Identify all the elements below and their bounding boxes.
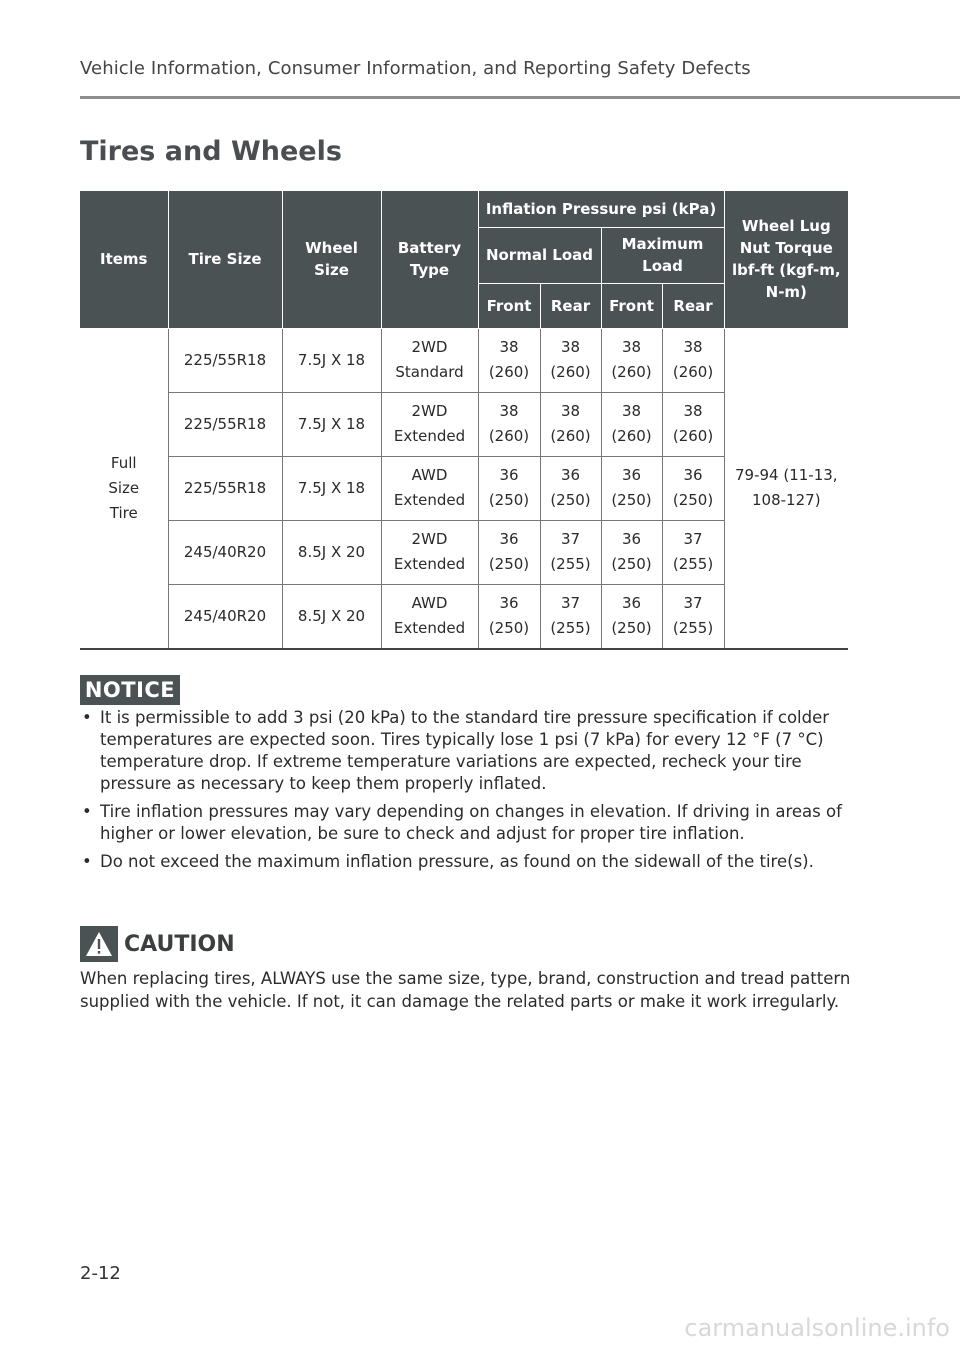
maximum-front-cell: 36 (250) <box>601 520 662 584</box>
tire-size-cell: 225/55R18 <box>168 456 282 520</box>
header-inflation-pressure: Inflation Pressure psi (kPa) <box>478 191 724 227</box>
header-normal-load: Normal Load <box>478 227 601 283</box>
normal-rear-cell: 38 (260) <box>540 328 601 392</box>
tire-size-cell: 245/40R20 <box>168 520 282 584</box>
header-maximum-rear: Rear <box>662 283 724 328</box>
wheel-size-cell: 7.5J X 18 <box>282 456 381 520</box>
caution-text: When replacing tires, ALWAYS use the same size, type, brand, construction and tread pattern supplied with the vehicle. If not, it can damage the related parts or make it work irregularly. <box>80 969 851 1011</box>
caution-heading <box>80 926 235 962</box>
maximum-front-cell: 38 (260) <box>601 328 662 392</box>
tire-size-cell: 225/55R18 <box>168 392 282 456</box>
battery-type-cell: 2WD Extended <box>381 520 478 584</box>
watermark: carmanualsonline.info <box>684 1314 950 1342</box>
maximum-rear-cell: 36 (250) <box>662 456 724 520</box>
header-normal-rear: Rear <box>540 283 601 328</box>
normal-rear-cell: 36 (250) <box>540 456 601 520</box>
tire-size-cell: 225/55R18 <box>168 328 282 392</box>
notice-list <box>80 707 860 879</box>
normal-rear-cell: 38 (260) <box>540 392 601 456</box>
header-wheel-size: Wheel Size <box>282 191 381 328</box>
normal-front-cell: 36 (250) <box>478 456 540 520</box>
maximum-rear-cell: 38 (260) <box>662 328 724 392</box>
header-maximum-load: Maximum Load <box>601 227 724 283</box>
normal-front-cell: 38 (260) <box>478 392 540 456</box>
header-battery-type: Battery Type <box>381 191 478 328</box>
warning-triangle-icon <box>80 926 118 962</box>
maximum-rear-cell: 37 (255) <box>662 520 724 584</box>
list-item: • Tire inflation pressures may vary depending on changes in elevation. If driving in areas of higher or lower elevation, be sure to check and adjust for proper tire inflation. <box>82 802 842 843</box>
header-lug-nut-torque: Wheel Lug Nut Torque lbf-ft (kgf-m, N-m) <box>724 191 848 328</box>
item-cell: Full Size Tire <box>80 328 168 649</box>
tire-spec-table <box>80 191 848 650</box>
normal-rear-cell: 37 (255) <box>540 520 601 584</box>
lug-nut-torque-cell: 79-94 (11-13, 108-127) <box>724 328 848 649</box>
bullet: • <box>82 708 92 727</box>
maximum-front-cell: 36 (250) <box>601 584 662 649</box>
notice-badge: NOTICE <box>80 675 180 705</box>
section-title: Tires and Wheels <box>80 136 342 167</box>
header-tire-size: Tire Size <box>168 191 282 328</box>
maximum-front-cell: 38 (260) <box>601 392 662 456</box>
list-item: • It is permissible to add 3 psi (20 kPa) to the standard tire pressure specification if colder temperatures are expected soon. Tires typically lose 1 psi (7 kPa) for every 12 °F (7 °C) temperature drop. If extreme temperature variations are expected, recheck your tire pressure as necessary to keep them properly inflated. <box>82 708 830 793</box>
battery-type-cell: 2WD Standard <box>381 328 478 392</box>
normal-front-cell: 38 (260) <box>478 328 540 392</box>
wheel-size-cell: 8.5J X 20 <box>282 584 381 649</box>
header-items: Items <box>80 191 168 328</box>
maximum-rear-cell: 38 (260) <box>662 392 724 456</box>
normal-front-cell: 36 (250) <box>478 520 540 584</box>
bullet: • <box>82 852 92 871</box>
header-divider <box>80 96 960 99</box>
header-normal-front: Front <box>478 283 540 328</box>
normal-rear-cell: 37 (255) <box>540 584 601 649</box>
running-header: Vehicle Information, Consumer Information, and Reporting Safety Defects <box>80 58 751 79</box>
header-maximum-front: Front <box>601 283 662 328</box>
battery-type-cell: AWD Extended <box>381 456 478 520</box>
bullet: • <box>82 802 92 821</box>
table-row <box>80 328 848 392</box>
normal-front-cell: 36 (250) <box>478 584 540 649</box>
maximum-front-cell: 36 (250) <box>601 456 662 520</box>
tire-size-cell: 245/40R20 <box>168 584 282 649</box>
maximum-rear-cell: 37 (255) <box>662 584 724 649</box>
caution-label: CAUTION <box>124 931 235 957</box>
list-item: • Do not exceed the maximum inflation pressure, as found on the sidewall of the tire(s). <box>82 852 814 871</box>
battery-type-cell: 2WD Extended <box>381 392 478 456</box>
wheel-size-cell: 7.5J X 18 <box>282 392 381 456</box>
wheel-size-cell: 8.5J X 20 <box>282 520 381 584</box>
wheel-size-cell: 7.5J X 18 <box>282 328 381 392</box>
page-number: 2-12 <box>80 1263 121 1284</box>
battery-type-cell: AWD Extended <box>381 584 478 649</box>
